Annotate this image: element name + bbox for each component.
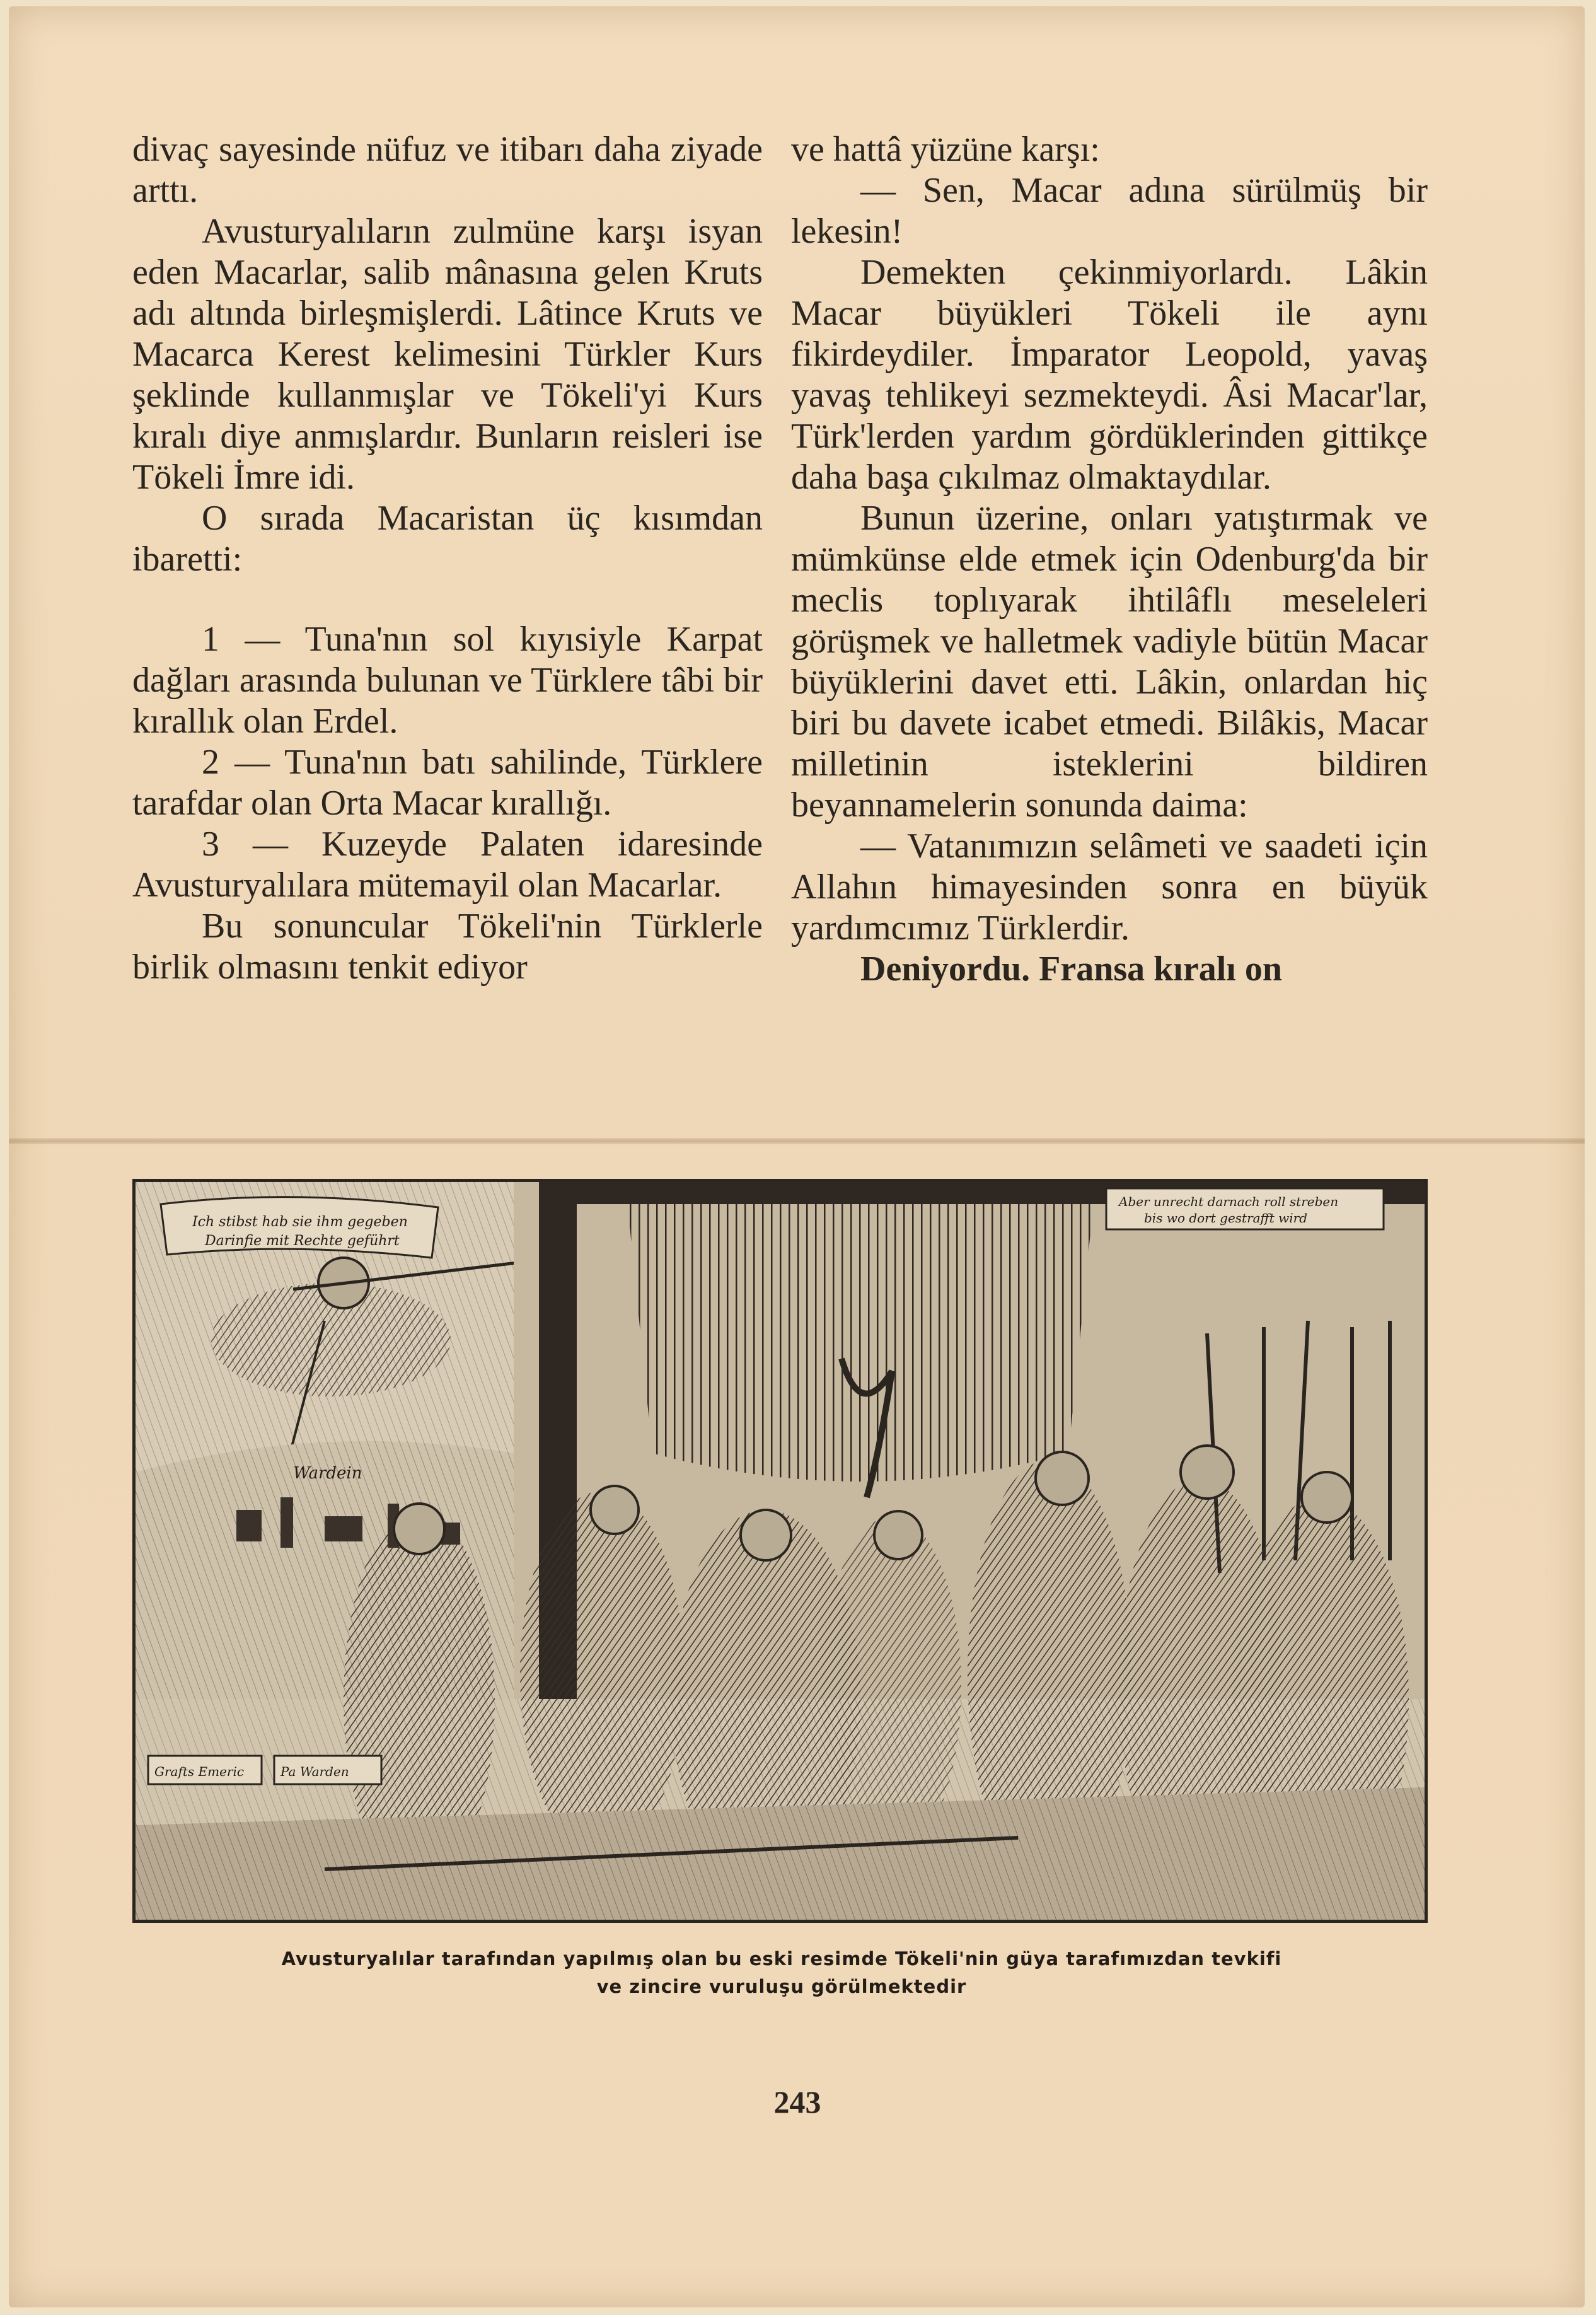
page-number: 243 <box>773 2084 821 2120</box>
paragraph: ve hattâ yüzüne karşı: <box>791 130 1100 169</box>
inscription-text: Aber unrecht darnach roll streben <box>1119 1194 1339 1209</box>
paragraph: Avusturyalıların zulmüne karşı isyan eden Macarlar, salib mânasına gelen Kruts adı altında birleşmişlerdi. Lâtince Kruts ve Macarca Kerest kelimesini Türkler Kurs şeklinde kullanmışlar ve Tökeli'yi Kurs kıralı diye anmışlardır. Bunların reisleri ise Tökeli İmre idi. <box>132 212 763 497</box>
engraving-drawing <box>136 1182 1425 1920</box>
list-item: 1 — Tuna'nın sol kıyısiyle Karpat dağları arasında bulunan ve Türklere tâbi bir kırallık olan Erdel. <box>132 620 763 741</box>
figure-caption <box>126 1945 1437 2000</box>
paragraph: Bunun üzerine, onları yatıştırmak ve mümkünse elde etmek için Odenburg'da bir meclis toplıyarak ihtilâflı meseleleri görüşmek ve halletmek vadiyle bütün Macar büyüklerini davet etti. Lâkin, onlardan hiç biri bu davete icabet etmedi. Bilâkis, Macar milletinin isteklerini bildiren beyannamelerin sonunda daima: <box>791 499 1428 825</box>
paragraph: Demekten çekinmiyorlardı. Lâkin Macar büyükleri Tökeli ile aynı fikirdeydiler. İmparator Leopold, yavaş yavaş tehlikeyi sezmekteydi. Âsi Macar'lar, Türk'lerden yardım gördüklerinden gittikçe daha başa çıkılmaz olmaktaydılar. <box>791 253 1428 497</box>
text-column-left <box>132 129 763 988</box>
page-fold-crease <box>9 1138 1585 1144</box>
inscription-text: bis wo dort gestrafft wird <box>1144 1210 1308 1226</box>
caption-line: Avusturyalılar tarafından yapılmış olan bu eski resimde Tökeli'nin güya tarafımızdan tevkifi <box>281 1948 1282 1970</box>
paragraph: Deniyordu. Fransa kıralı on <box>860 949 1282 989</box>
text-column-right <box>791 129 1428 990</box>
list-item: 2 — Tuna'nın batı sahilinde, Türklere tarafdar olan Orta Macar kırallığı. <box>132 743 763 823</box>
caption-line: ve zincire vuruluşu görülmektedir <box>596 1976 967 1997</box>
paragraph: O sırada Macaristan üç kısımdan ibaretti: <box>132 499 763 579</box>
sign-label: Grafts Emeric <box>154 1764 245 1779</box>
curtain <box>627 1201 1094 1482</box>
town-label: Wardein <box>293 1464 362 1483</box>
list-item: 3 — Kuzeyde Palaten idaresinde Avusturyalılara mütemayil olan Macarlar. <box>132 825 763 905</box>
engraving-illustration <box>132 1179 1428 1923</box>
quote: — Sen, Macar adına sürülmüş bir lekesin! <box>791 171 1428 251</box>
paragraph: Bu sonuncular Tökeli'nin Türklerle birlik olmasını tenkit ediyor <box>132 907 763 987</box>
sign-label: Pa Warden <box>280 1764 349 1779</box>
quote: — Vatanımızın selâmeti ve saadeti için Allahın himayesinden sonra en büyük yardımcımız Türklerdir. <box>791 827 1428 948</box>
paragraph: divaç sayesinde nüfuz ve itibarı daha ziyade arttı. <box>132 130 763 210</box>
inscription-text: Darinfie mit Rechte geführt <box>205 1233 400 1249</box>
inscription-text: Ich stibst hab sie ihm gegeben <box>192 1214 408 1230</box>
